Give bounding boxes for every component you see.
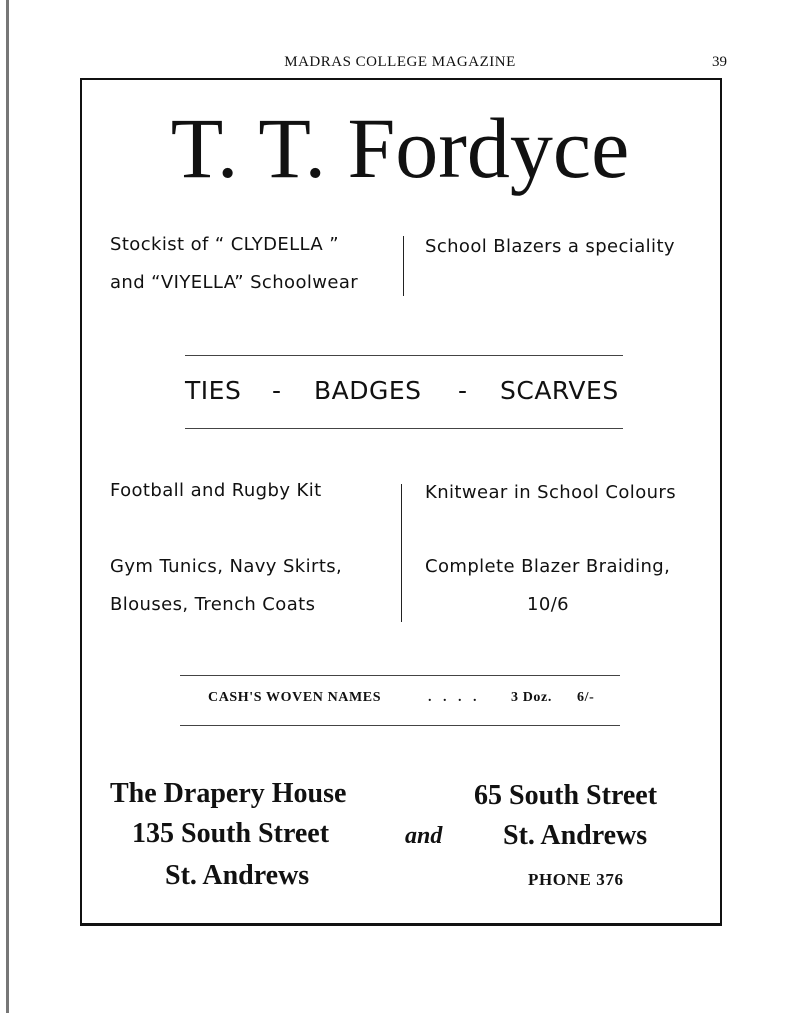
right-shop-street: 65 South Street [474, 780, 658, 811]
football-rugby-kit: Football and Rugby Kit [110, 480, 322, 501]
stockist-line-1: Stockist of “ CLYDELLA ” [110, 234, 339, 255]
knitwear-line: Knitwear in School Colours [425, 482, 677, 503]
left-shop-town: St. Andrews [165, 860, 310, 891]
blouses-coats-line: Blouses, Trench Coats [110, 594, 316, 615]
middle-column-divider [401, 484, 402, 622]
left-shop-street: 135 South Street [132, 818, 330, 849]
banner-dash-1: - [272, 376, 282, 405]
braiding-price: 10/6 [527, 594, 570, 615]
blazers-speciality: School Blazers a speciality [425, 236, 675, 257]
banner-ties: TIES [185, 376, 242, 405]
company-name: T. T. Fordyce [170, 100, 630, 196]
running-head: MADRAS COLLEGE MAGAZINE [284, 54, 516, 70]
phone-number: PHONE 376 [528, 870, 624, 889]
address-conjunction: and [405, 823, 443, 849]
offer-rule-bottom [180, 725, 620, 726]
top-column-divider [403, 236, 404, 296]
banner-rule-bottom [185, 428, 623, 429]
stockist-line-2: and “VIYELLA” Schoolwear [110, 272, 359, 293]
banner-rule-top [185, 355, 623, 356]
page-number: 39 [712, 54, 727, 70]
offer-dot-leaders: . . . . [428, 690, 481, 705]
drapery-house-name: The Drapery House [110, 778, 347, 809]
banner-dash-2: - [458, 376, 468, 405]
right-shop-town: St. Andrews [503, 820, 648, 851]
banner-scarves: SCARVES [500, 376, 619, 405]
offer-rule-top [180, 675, 620, 676]
gym-tunics-line: Gym Tunics, Navy Skirts, [110, 556, 343, 577]
woven-names-price: 6/- [577, 690, 595, 705]
blazer-braiding-line: Complete Blazer Braiding, [425, 556, 671, 577]
banner-badges: BADGES [314, 376, 422, 405]
woven-names-quantity: 3 Doz. [511, 690, 552, 705]
woven-names-label: CASH'S WOVEN NAMES [208, 690, 382, 705]
